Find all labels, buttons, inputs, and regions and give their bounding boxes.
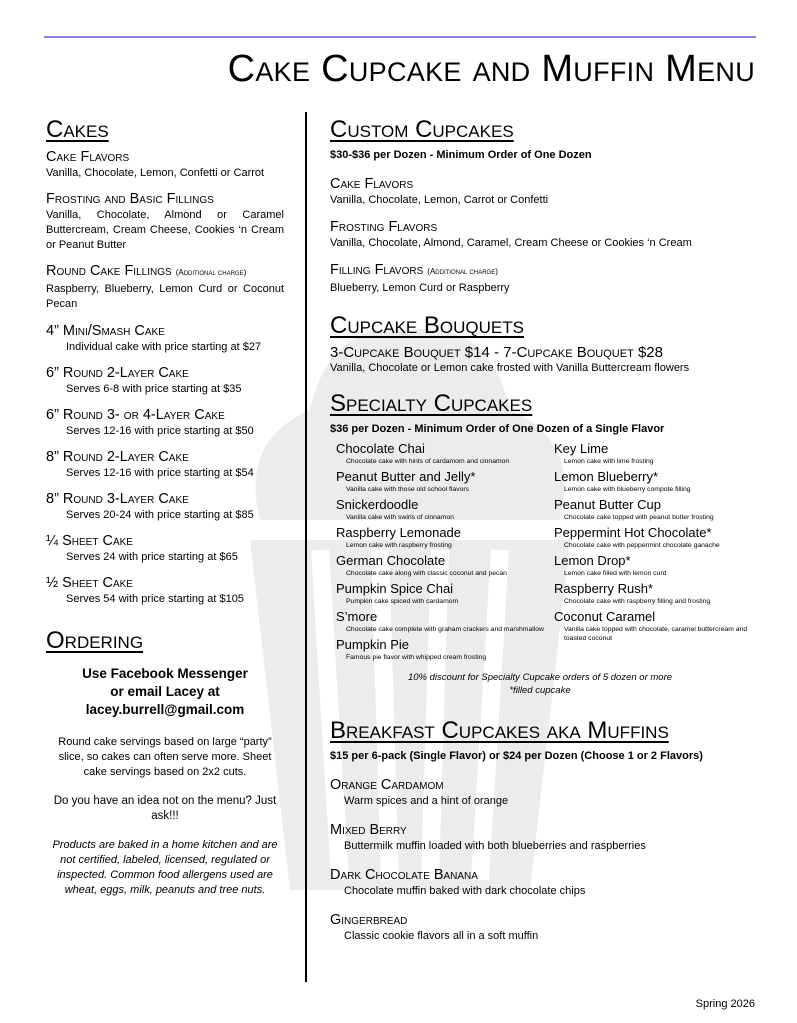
top-rule [44,36,756,38]
custom-filling-label: Filling Flavors [330,262,424,278]
cake-size-desc: Serves 6-8 with price starting at $35 [66,383,242,395]
ordering-heading: Ordering [46,627,144,654]
specialty-name: German Chocolate [336,553,446,568]
cake-size-item [46,532,284,565]
cake-size-list [46,322,284,607]
specialty-desc: Lemon cake with lime frosting [564,458,654,465]
cakes-heading: Cakes [46,116,109,143]
specialty-left-list [336,441,554,665]
bouquets-heading: Cupcake Bouquets [330,312,524,339]
custom-filling-text: Blueberry, Lemon Curd or Raspberry [330,282,510,294]
muffin-item [330,776,750,809]
muffin-item [330,866,750,899]
specialty-name: Pumpkin Spice Chai [336,581,454,596]
cake-size-item [46,322,284,355]
cake-size-desc: Serves 24 with price starting at $65 [66,551,238,563]
specialty-item [554,497,754,522]
specialty-item [336,637,554,662]
muffins-price: $15 per 6-pack (Single Flavor) or $24 per Dozen (Choose 1 or 2 Flavors) [330,750,703,762]
email-link[interactable]: lacey.burrell@gmail.com [85,702,245,717]
specialty-price: $36 per Dozen - Minimum Order of One Dozen of a Single Flavor [330,423,665,435]
specialty-right-list [554,441,754,665]
specialty-name: S’more [336,609,378,624]
specialty-desc: Chocolate cake with raspberry filling and frosting [564,598,711,605]
muffin-desc: Chocolate muffin baked with dark chocolate chips [344,885,586,897]
specialty-item [554,441,754,466]
muffin-list [330,776,750,944]
specialty-item [554,581,754,606]
specialty-name: Peppermint Hot Chocolate* [554,525,712,540]
cake-flavors-text: Vanilla, Chocolate, Lemon, Confetti or Carrot [46,167,265,179]
right-column [330,116,750,944]
cake-size-desc: Serves 54 with price starting at $105 [66,593,244,605]
round-fillings-title [46,262,284,282]
specialty-desc: Vanilla cake topped with chocolate, caramel buttercream and toasted coconut [564,626,748,642]
specialty-grid [336,441,750,665]
muffin-name: Mixed Berry [330,822,407,838]
specialty-item [554,469,754,494]
specialty-name: Coconut Caramel [554,609,656,624]
muffin-name: Dark Chocolate Banana [330,867,478,883]
round-fillings-label: Round Cake Fillings [46,263,172,279]
specialty-desc: Chocolate cake with peppermint chocolate ganache [564,542,720,549]
specialty-desc: Lemon cake filled with lemon curd [564,570,667,577]
cake-size-item [46,406,284,439]
specialty-discount: 10% discount for Specialty Cupcake orders of 5 dozen or more [407,672,673,683]
specialty-item [336,525,554,550]
custom-flavors-title: Cake Flavors [330,176,414,192]
specialty-name: Pumpkin Pie [336,637,409,652]
specialty-desc: Lemon cake with raspberry frosting [346,542,452,549]
specialty-name: Key Lime [554,441,609,456]
cake-size-desc: Individual cake with price starting at $27 [66,341,262,353]
cake-size-name: 8” Round 3-Layer Cake [46,491,189,507]
cake-size-name: 8” Round 2-Layer Cake [46,449,189,465]
custom-frosting-text: Vanilla, Chocolate, Almond, Caramel, Cream Cheese or Cookies ‘n Cream [330,237,692,249]
bouquet-desc: Vanilla, Chocolate or Lemon cake frosted with Vanilla Buttercream flowers [330,362,690,374]
specialty-name: Chocolate Chai [336,441,425,456]
cake-size-name: 4” Mini/Smash Cake [46,323,165,339]
specialty-name: Raspberry Lemonade [336,525,462,540]
muffin-item [330,911,750,944]
frosting-text: Vanilla, Chocolate, Almond or Caramel Buttercream, Cream Cheese, Cookies ‘n Cream or Peanut Butter [46,209,284,251]
cake-size-name: 6” Round 2-Layer Cake [46,365,189,381]
contact-line-2: or email Lacey at [110,684,220,699]
custom-cupcakes-heading: Custom Cupcakes [330,116,514,143]
specialty-desc: Vanilla cake with those old school flavors [346,486,470,493]
cake-size-name: 6” Round 3- or 4-Layer Cake [46,407,225,423]
specialty-desc: Vanilla cake with swirls of cinnamon [346,514,454,521]
filled-note: *filled cupcake [509,685,571,696]
muffin-desc: Warm spices and a hint of orange [344,795,509,807]
specialty-desc: Lemon cake with blueberry compote filling [564,486,691,493]
specialty-name: Lemon Drop* [554,553,631,568]
specialty-item [554,553,754,578]
specialty-name: Peanut Butter and Jelly* [336,469,476,484]
cake-size-item [46,364,284,397]
custom-filling-title [330,261,750,281]
cake-flavors-title: Cake Flavors [46,149,130,165]
page-title: Cake Cupcake and Muffin Menu [227,48,755,90]
specialty-item [336,497,554,522]
specialty-item [336,609,554,634]
specialty-name: Peanut Butter Cup [554,497,661,512]
muffin-desc: Classic cookie flavors all in a soft muffin [344,930,539,942]
specialty-name: Snickerdoodle [336,497,419,512]
specialty-item [336,469,554,494]
cake-size-desc: Serves 12-16 with price starting at $50 [66,425,254,437]
specialty-name: Lemon Blueberry* [554,469,659,484]
muffins-heading: Breakfast Cupcakes aka Muffins [330,717,669,744]
footer-season: Spring 2026 [695,998,755,1010]
disclaimer: Products are baked in a home kitchen and are not certified, labeled, licensed, regulated or inspected. Common food allergens used are wheat, eggs, milk, peanuts and tree nuts. [52,839,278,896]
idea-note: Do you have an idea not on the menu? Just ask!!! [53,795,277,822]
specialty-item [554,525,754,550]
cake-size-desc: Serves 20-24 with price starting at $85 [66,509,254,521]
specialty-desc: Chocolate cake complete with graham crackers and marshmallow [346,626,544,633]
custom-filling-note: (Additional charge) [427,267,498,276]
specialty-desc: Chocolate cake with hints of cardamom and cinnamon [346,458,510,465]
custom-frosting-title: Frosting Flavors [330,219,438,235]
specialty-heading: Specialty Cupcakes [330,390,533,417]
specialty-item [336,553,554,578]
cake-size-desc: Serves 12-16 with price starting at $54 [66,467,254,479]
cake-size-item [46,448,284,481]
contact-line-1: Use Facebook Messenger [82,666,248,681]
cake-size-name: ¼ Sheet Cake [46,533,133,549]
custom-price: $30-$36 per Dozen - Minimum Order of One Dozen [330,149,592,161]
left-column [46,116,284,898]
round-fillings-note: (Additional charge) [175,268,247,277]
cake-size-item [46,490,284,523]
muffin-item [330,821,750,854]
cake-size-item [46,574,284,607]
specialty-desc: Famous pie flavor with whipped cream frosting [346,654,487,661]
specialty-name: Raspberry Rush* [554,581,653,596]
cake-size-name: ½ Sheet Cake [46,575,133,591]
specialty-desc: Chocolate cake along with classic coconut and pecan [346,570,507,577]
muffin-name: Orange Cardamom [330,777,444,793]
muffin-desc: Buttermilk muffin loaded with both blueberries and raspberries [344,840,646,852]
frosting-title: Frosting and Basic Fillings [46,191,214,207]
round-fillings-text: Raspberry, Blueberry, Lemon Curd or Coconut Pecan [46,283,284,310]
specialty-desc: Pumpkin cake spiced with cardamom [346,598,459,605]
specialty-item [554,609,754,643]
muffin-name: Gingerbread [330,912,408,928]
specialty-desc: Chocolate cake topped with peanut butter frosting [564,514,714,521]
servings-note: Round cake servings based on large “party” slice, so cakes can often serve more. Sheet cake servings based on 2x2 cuts. [58,736,272,778]
specialty-item [336,581,554,606]
custom-flavors-text: Vanilla, Chocolate, Lemon, Carrot or Confetti [330,194,549,206]
column-divider [305,112,307,982]
bouquet-prices: 3-Cupcake Bouquet $14 - 7-Cupcake Bouquet $28 [330,344,663,361]
specialty-item [336,441,554,466]
